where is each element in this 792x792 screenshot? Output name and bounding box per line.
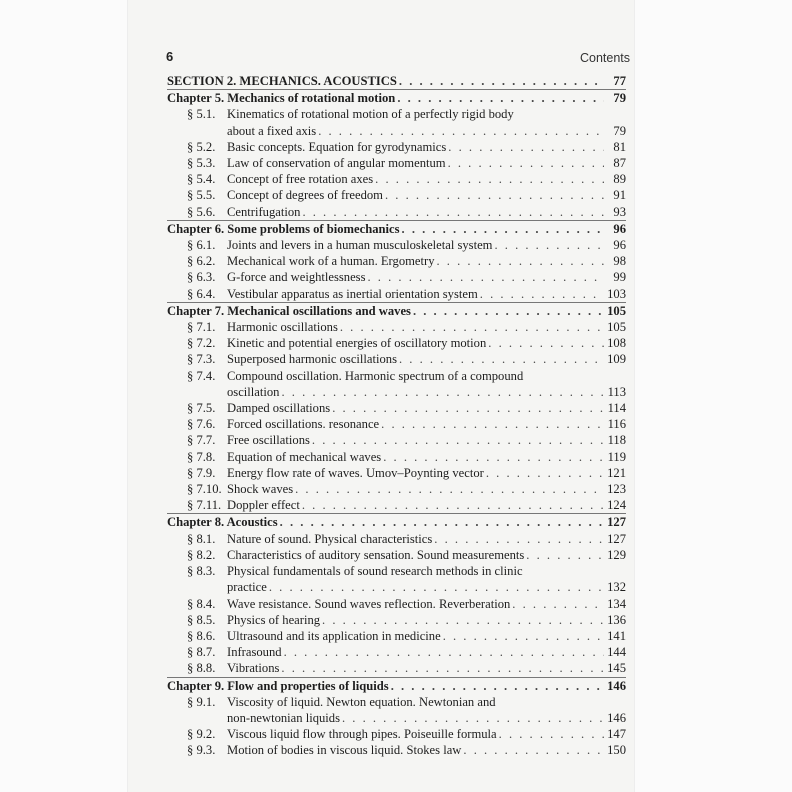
toc-page-number: 79: [613, 123, 626, 138]
toc-page-number: 109: [607, 352, 626, 367]
dot-leader: [448, 155, 604, 171]
toc-entry-line: [227, 710, 626, 726]
toc-item: [167, 547, 626, 563]
toc-item-title-line: Characteristics of auditory sensation. Sound measurements: [227, 547, 525, 562]
toc-item-number: § 7.3.: [187, 352, 216, 367]
toc-item: [167, 726, 626, 742]
toc-entry-line: [167, 90, 626, 106]
toc-page-number: 136: [607, 612, 626, 627]
toc-item: [167, 660, 626, 676]
toc-item: [167, 432, 626, 448]
toc-item-title-line: Energy flow rate of waves. Umov–Poynting vector: [227, 465, 484, 480]
toc-entry-line: [227, 579, 626, 595]
toc-entry-line: [227, 384, 626, 400]
toc-item-title-line: Nature of sound. Physical characteristics: [227, 531, 433, 546]
toc-item-number: § 7.11.: [187, 498, 222, 513]
dot-leader: [494, 237, 604, 253]
dot-leader: [385, 187, 604, 203]
toc-item-title-line: non-newtonian liquids: [227, 710, 340, 725]
toc-page-number: 121: [607, 465, 626, 480]
toc-item-number: § 8.2.: [187, 547, 216, 562]
toc-item-number: § 8.7.: [187, 645, 216, 660]
toc-item-number: § 6.3.: [187, 270, 216, 285]
toc-item-title-line: Viscosity of liquid. Newton equation. Newtonian and: [227, 694, 496, 709]
toc-item: [167, 237, 626, 253]
toc-entry-line: [227, 497, 626, 513]
toc-entry-line: [227, 335, 626, 351]
toc-item: [167, 171, 626, 187]
toc-page-number: 114: [607, 401, 626, 416]
toc-item-number: § 8.1.: [187, 531, 216, 546]
toc-item-number: § 8.6.: [187, 628, 216, 643]
toc-item: [167, 644, 626, 660]
toc-item-number: § 5.1.: [187, 107, 216, 122]
toc-item-body: [227, 612, 626, 628]
toc-page-number: 116: [607, 417, 626, 432]
toc-entry-line: [227, 449, 626, 465]
toc-item-number: § 9.2.: [187, 727, 216, 742]
toc-item-number: § 7.5.: [187, 401, 216, 416]
table-of-contents: [167, 73, 626, 759]
toc-item-title-line: Ultrasound and its application in medicine: [227, 628, 441, 643]
toc-page-number: 81: [613, 139, 626, 154]
toc-item-number: § 7.4.: [187, 368, 216, 383]
toc-item-body: [227, 187, 626, 203]
toc-item-number: § 7.6.: [187, 417, 216, 432]
toc-item: [167, 351, 626, 367]
toc-page-number: 127: [607, 515, 626, 530]
toc-item-title-line: Physics of hearing: [227, 612, 321, 627]
toc-item-body: [227, 139, 626, 155]
toc-item-number: § 8.3.: [187, 564, 216, 579]
toc-item: [167, 106, 626, 138]
toc-page-number: 145: [607, 661, 626, 676]
dot-leader: [342, 710, 604, 726]
toc-entry-line: [227, 319, 626, 335]
toc-item-number: § 7.10.: [187, 482, 222, 497]
toc-item-title-line: Equation of mechanical waves: [227, 449, 382, 464]
toc-item-body: [227, 286, 626, 302]
dot-leader: [486, 465, 604, 481]
dot-leader: [397, 90, 604, 106]
toc-entry-title: Chapter 8. Acoustics: [167, 515, 278, 530]
toc-item-title-line: Basic concepts. Equation for gyrodynamics: [227, 139, 447, 154]
toc-entry-line: [227, 204, 626, 220]
toc-page-number: 129: [607, 547, 626, 562]
toc-item: [167, 286, 626, 302]
toc-item: [167, 335, 626, 351]
toc-page-number: 127: [607, 531, 626, 546]
toc-item-body: [227, 449, 626, 465]
toc-entry-title: Chapter 7. Mechanical oscillations and waves: [167, 303, 411, 318]
toc-page-number: 108: [607, 336, 626, 351]
toc-chapter: [167, 220, 626, 237]
toc-item-body: [227, 269, 626, 285]
toc-entry-line: [227, 596, 626, 612]
toc-page-number: 144: [607, 645, 626, 660]
toc-item-number: § 7.7.: [187, 433, 216, 448]
toc-item-title-line: Wave resistance. Sound waves reflection. Reverberation: [227, 596, 511, 611]
toc-page-number: 132: [607, 580, 626, 595]
dot-leader: [499, 726, 604, 742]
toc-item-body: [227, 547, 626, 563]
toc-page-number: 99: [613, 270, 626, 285]
toc-item: [167, 319, 626, 335]
toc-item: [167, 742, 626, 758]
toc-item-title-line: Superposed harmonic oscillations: [227, 352, 397, 367]
toc-item-title-line: Concept of degrees of freedom: [227, 188, 383, 203]
toc-item: [167, 449, 626, 465]
toc-item-title-line: Damped oscillations: [227, 401, 331, 416]
toc-page-number: 119: [607, 449, 626, 464]
toc-item-number: § 7.1.: [187, 320, 216, 335]
toc-item-title-line: Joints and levers in a human musculoskeletal system: [227, 238, 493, 253]
dot-leader: [488, 335, 604, 351]
toc-page-number: 113: [607, 384, 626, 399]
toc-item-title-line: Shock waves: [227, 482, 294, 497]
dot-leader: [443, 628, 604, 644]
toc-item: [167, 400, 626, 416]
toc-item-number: § 5.3.: [187, 156, 216, 171]
dot-leader: [281, 660, 604, 676]
toc-entry-line: [167, 678, 626, 694]
toc-entry-line: [227, 286, 626, 302]
toc-item: [167, 481, 626, 497]
toc-item-title-line: practice: [227, 580, 267, 595]
toc-page-number: 105: [607, 320, 626, 335]
toc-item-title-line: Physical fundamentals of sound research methods in clinic: [227, 564, 523, 579]
toc-item-body: [227, 563, 626, 595]
toc-page-number: 146: [607, 678, 626, 693]
toc-item-body: [227, 465, 626, 481]
toc-item-number: § 7.9.: [187, 465, 216, 480]
toc-item-body: [227, 335, 626, 351]
toc-item-body: [227, 628, 626, 644]
toc-item-body: [227, 351, 626, 367]
toc-item-body: [227, 400, 626, 416]
toc-entry-line: [227, 432, 626, 448]
toc-item: [167, 563, 626, 595]
toc-item-body: [227, 497, 626, 513]
dot-leader: [280, 514, 604, 530]
toc-item: [167, 368, 626, 400]
toc-page-number: 87: [613, 156, 626, 171]
toc-page-number: 91: [613, 188, 626, 203]
dot-leader: [284, 644, 604, 660]
toc-item-title-line: Viscous liquid flow through pipes. Poiseuille formula: [227, 727, 497, 742]
toc-entry-line: [227, 269, 626, 285]
dot-leader: [340, 319, 604, 335]
toc-page-number: 77: [613, 74, 626, 88]
toc-item-title-line: oscillation: [227, 384, 280, 399]
toc-item-body: [227, 171, 626, 187]
toc-page-number: 98: [613, 254, 626, 269]
dot-leader: [318, 123, 604, 139]
toc-page-number: 105: [607, 303, 626, 318]
toc-item-title-line: about a fixed axis: [227, 123, 317, 138]
toc-entry-line: [227, 400, 626, 416]
toc-item-body: [227, 531, 626, 547]
toc-item-body: [227, 481, 626, 497]
toc-item-number: § 7.8.: [187, 449, 216, 464]
toc-item-body: [227, 237, 626, 253]
toc-entry-line: [167, 303, 626, 319]
toc-item: [167, 465, 626, 481]
toc-entry-line: [227, 139, 626, 155]
toc-item-number: § 6.1.: [187, 238, 216, 253]
toc-item-title-line: Law of conservation of angular momentum: [227, 156, 446, 171]
toc-item-title-line: Harmonic oscillations: [227, 320, 338, 335]
toc-entry-line: [227, 531, 626, 547]
toc-entry-line: [167, 514, 626, 530]
toc-page-number: 147: [607, 727, 626, 742]
toc-item-body: [227, 106, 626, 138]
toc-entry-line: [227, 481, 626, 497]
toc-item-body: [227, 660, 626, 676]
toc-item-body: [227, 726, 626, 742]
toc-item-title-line: G-force and weightlessness: [227, 270, 366, 285]
toc-item-number: § 6.2.: [187, 254, 216, 269]
toc-entry-line: [227, 187, 626, 203]
toc-entry-title: Chapter 6. Some problems of biomechanics: [167, 221, 400, 236]
toc-item: [167, 269, 626, 285]
dot-leader: [302, 497, 604, 513]
toc-item-title-line: Compound oscillation. Harmonic spectrum of a compound: [227, 368, 524, 383]
toc-item-title-line: Vibrations: [227, 661, 280, 676]
toc-item-body: [227, 204, 626, 220]
toc-entry-line: [167, 221, 626, 237]
dot-leader: [399, 351, 604, 367]
toc-item: [167, 628, 626, 644]
dot-leader: [383, 449, 604, 465]
toc-page-number: 96: [613, 238, 626, 253]
toc-item-body: [227, 416, 626, 432]
toc-entry-line: [227, 726, 626, 742]
toc-chapter: [167, 89, 626, 106]
toc-item-number: § 6.4.: [187, 286, 216, 301]
toc-item-title-line: Infrasound: [227, 645, 282, 660]
toc-page-number: 150: [607, 743, 626, 758]
dot-leader: [512, 596, 604, 612]
toc-entry-line: [227, 171, 626, 187]
toc-entry-title: Chapter 5. Mechanics of rotational motion: [167, 91, 396, 106]
toc-item-number: § 5.4.: [187, 172, 216, 187]
toc-item: [167, 253, 626, 269]
toc-entry-line: [227, 351, 626, 367]
toc-item-body: [227, 596, 626, 612]
toc-item-number: § 7.2.: [187, 336, 216, 351]
dot-leader: [281, 384, 604, 400]
toc-entry-line: [227, 237, 626, 253]
toc-item: [167, 596, 626, 612]
toc-entry-line: [227, 742, 626, 758]
toc-entry-title: Chapter 9. Flow and properties of liquids: [167, 678, 389, 693]
toc-chapter: [167, 513, 626, 530]
toc-item: [167, 694, 626, 726]
toc-item: [167, 416, 626, 432]
toc-item-number: § 8.5.: [187, 612, 216, 627]
toc-item: [167, 187, 626, 203]
toc-item-title-line: Kinetic and potential energies of oscillatory motion: [227, 336, 487, 351]
toc-page-number: 134: [607, 596, 626, 611]
dot-leader: [381, 416, 604, 432]
toc-item-title-line: Free oscillations: [227, 433, 310, 448]
toc-item: [167, 204, 626, 220]
toc-item-body: [227, 694, 626, 726]
toc-page-number: 79: [613, 91, 626, 106]
toc-item: [167, 497, 626, 513]
dot-leader: [368, 269, 605, 285]
toc-page-number: 146: [607, 710, 626, 725]
toc-item-number: § 5.6.: [187, 204, 216, 219]
dot-leader: [434, 531, 604, 547]
toc-entry-line: [227, 253, 626, 269]
toc-item-title-line: Concept of free rotation axes: [227, 172, 374, 187]
toc-item-body: [227, 253, 626, 269]
toc-entry-line: [227, 660, 626, 676]
toc-entry-line: [227, 465, 626, 481]
toc-item-body: [227, 742, 626, 758]
toc-page-number: 118: [607, 433, 626, 448]
toc-page-number: 103: [607, 286, 626, 301]
dot-leader: [269, 579, 604, 595]
toc-item-body: [227, 319, 626, 335]
toc-item-number: § 8.8.: [187, 661, 216, 676]
toc-page-number: 141: [607, 628, 626, 643]
toc-entry-line: [227, 123, 626, 139]
toc-item: [167, 612, 626, 628]
dot-leader: [302, 204, 604, 220]
toc-item-number: § 9.3.: [187, 743, 216, 758]
dot-leader: [312, 432, 604, 448]
toc-entry-line: [167, 73, 626, 89]
toc-entry-line: [227, 628, 626, 644]
toc-page-number: 123: [607, 482, 626, 497]
toc-item-number: § 9.1.: [187, 694, 216, 709]
toc-page-number: 96: [613, 221, 626, 236]
dot-leader: [448, 139, 604, 155]
toc-page-number: 124: [607, 498, 626, 513]
dot-leader: [399, 73, 604, 89]
toc-item-number: § 8.4.: [187, 596, 216, 611]
toc-item-body: [227, 155, 626, 171]
toc-item-title-line: Mechanical work of a human. Ergometry: [227, 254, 435, 269]
dot-leader: [391, 678, 604, 694]
toc-item-title-line: Vestibular apparatus as inertial orientation system: [227, 286, 478, 301]
page-number: 6: [166, 49, 174, 64]
toc-item-body: [227, 368, 626, 400]
toc-entry-line: [227, 547, 626, 563]
toc-chapter: [167, 302, 626, 319]
toc-item-body: [227, 432, 626, 448]
toc-entry-line: [227, 612, 626, 628]
toc-item: [167, 139, 626, 155]
dot-leader: [375, 171, 604, 187]
toc-item-number: § 5.2.: [187, 139, 216, 154]
toc-entry-line: [227, 644, 626, 660]
toc-item-title-line: Centrifugation: [227, 204, 301, 219]
dot-leader: [332, 400, 604, 416]
dot-leader: [526, 547, 604, 563]
toc-item: [167, 155, 626, 171]
dot-leader: [463, 742, 604, 758]
toc-entry-line: [227, 155, 626, 171]
toc-entry-title: SECTION 2. MECHANICS. ACOUSTICS: [167, 74, 397, 88]
toc-item-number: § 5.5.: [187, 188, 216, 203]
toc-item-body: [227, 644, 626, 660]
toc-page-number: 89: [613, 172, 626, 187]
dot-leader: [295, 481, 604, 497]
toc-item-title-line: Motion of bodies in viscous liquid. Stokes law: [227, 743, 462, 758]
toc-item-title-line: Doppler effect: [227, 498, 300, 513]
toc-page-number: 93: [613, 204, 626, 219]
toc-item-title-line: Forced oscillations. resonance: [227, 417, 380, 432]
toc-section: [167, 73, 626, 89]
toc-chapter: [167, 677, 626, 694]
toc-item: [167, 531, 626, 547]
dot-leader: [437, 253, 605, 269]
toc-entry-line: [227, 416, 626, 432]
toc-item-title-line: Kinematics of rotational motion of a perfectly rigid body: [227, 107, 514, 122]
dot-leader: [322, 612, 604, 628]
dot-leader: [480, 286, 604, 302]
dot-leader: [402, 221, 604, 237]
dot-leader: [413, 303, 604, 319]
running-header-title: Contents: [579, 51, 630, 65]
